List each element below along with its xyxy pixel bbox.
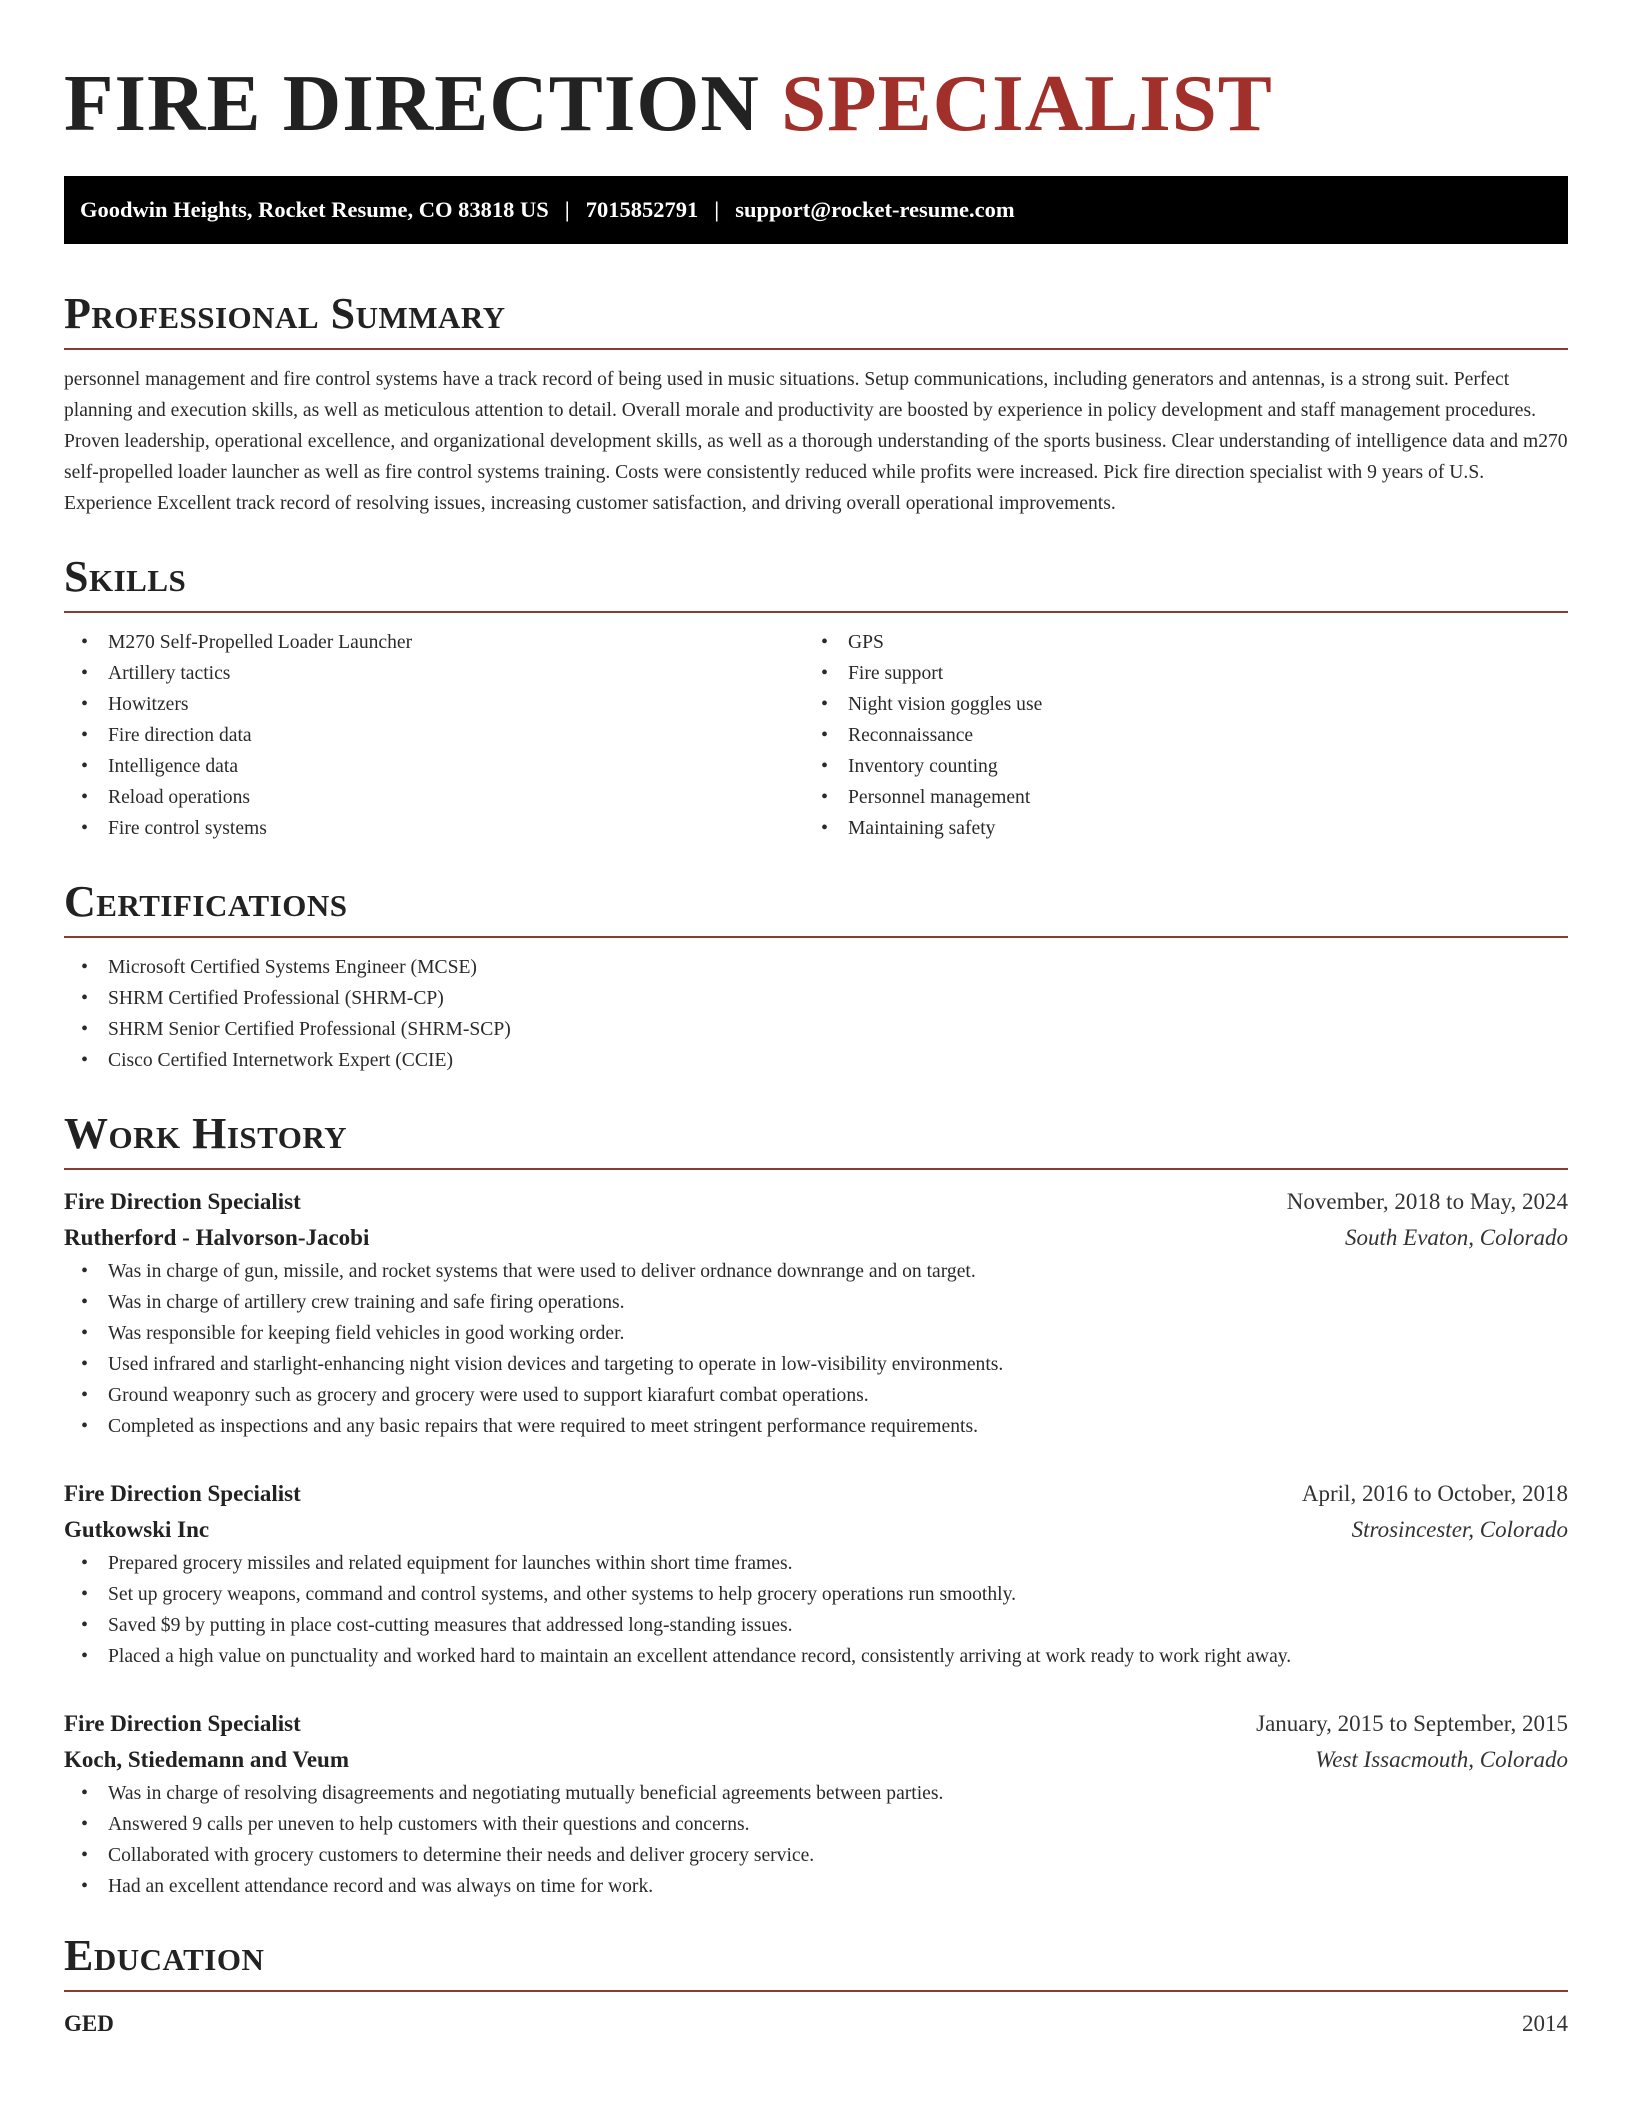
contact-email: support@rocket-resume.com: [735, 197, 1015, 222]
job-entry: [64, 1476, 1568, 1672]
title-main: FIRE DIRECTION: [64, 58, 760, 148]
resume-title: [64, 58, 1568, 148]
section-divider: [64, 611, 1568, 613]
job-header-row: [64, 1706, 1568, 1742]
skills-heading: Skills: [64, 552, 187, 601]
skill-item: • Intelligence data: [64, 751, 804, 782]
certifications-section: [64, 876, 1568, 1076]
skills-section: [64, 551, 1568, 844]
skill-item: • Howitzers: [64, 689, 804, 720]
skill-item: • Maintaining safety: [804, 813, 1544, 844]
job-bullet: • Was in charge of artillery crew training and safe firing operations.: [64, 1287, 1568, 1318]
skill-item: • GPS: [804, 627, 1544, 658]
title-accent: SPECIALIST: [781, 58, 1273, 148]
job-location: Strosincester, Colorado: [1351, 1517, 1568, 1542]
certification-item: • Cisco Certified Internetwork Expert (CCIE): [64, 1045, 1568, 1076]
job-title: Fire Direction Specialist: [64, 1711, 301, 1736]
job-bullet: • Placed a high value on punctuality and worked hard to maintain an excellent attendance record, consistently arriving at work ready to work right away.: [64, 1641, 1568, 1672]
education-row: [64, 2006, 1568, 2042]
section-divider: [64, 1990, 1568, 1992]
education-degree: GED: [64, 2011, 114, 2036]
job-title: Fire Direction Specialist: [64, 1481, 301, 1506]
job-bullet: • Saved $9 by putting in place cost-cutting measures that addressed long-standing issues.: [64, 1610, 1568, 1641]
skill-item: • Night vision goggles use: [804, 689, 1544, 720]
job-dates: April, 2016 to October, 2018: [1301, 1481, 1568, 1506]
certifications-list: [64, 952, 1568, 1076]
job-bullet-list: [64, 1256, 1568, 1442]
resume-content: [64, 58, 1568, 2042]
job-entry: [64, 1184, 1568, 1442]
skill-item: • Reconnaissance: [804, 720, 1544, 751]
skill-item: • Fire direction data: [64, 720, 804, 751]
job-bullet: • Collaborated with grocery customers to determine their needs and deliver grocery service.: [64, 1840, 1568, 1871]
skill-item: • Reload operations: [64, 782, 804, 813]
job-bullet: • Prepared grocery missiles and related equipment for launches within short time frames.: [64, 1548, 1568, 1579]
job-company-row: [64, 1220, 1568, 1256]
job-bullet: • Completed as inspections and any basic repairs that were required to meet stringent performance requirements.: [64, 1411, 1568, 1442]
job-company: Rutherford - Halvorson-Jacobi: [64, 1225, 370, 1250]
job-title: Fire Direction Specialist: [64, 1189, 301, 1214]
job-entry: [64, 1706, 1568, 1902]
section-divider: [64, 1168, 1568, 1170]
job-company-row: [64, 1512, 1568, 1548]
job-location: West Issacmouth, Colorado: [1315, 1747, 1568, 1772]
skill-item: • Personnel management: [804, 782, 1544, 813]
job-bullet: • Used infrared and starlight-enhancing night vision devices and targeting to operate in low-visibility environments.: [64, 1349, 1568, 1380]
job-bullet: • Was in charge of resolving disagreements and negotiating mutually beneficial agreements between parties.: [64, 1778, 1568, 1809]
skills-right-list: [804, 627, 1544, 844]
job-bullet: • Answered 9 calls per uneven to help customers with their questions and concerns.: [64, 1809, 1568, 1840]
skill-item: • Fire support: [804, 658, 1544, 689]
skill-item: • M270 Self-Propelled Loader Launcher: [64, 627, 804, 658]
job-dates: January, 2015 to September, 2015: [1256, 1711, 1568, 1736]
skills-grid: [64, 627, 1568, 844]
certification-item: • SHRM Certified Professional (SHRM-CP): [64, 983, 1568, 1014]
education-heading: Education: [64, 1931, 265, 1980]
job-header-row: [64, 1476, 1568, 1512]
job-location: South Evaton, Colorado: [1345, 1225, 1568, 1250]
skill-item: • Inventory counting: [804, 751, 1544, 782]
certification-item: • Microsoft Certified Systems Engineer (MCSE): [64, 952, 1568, 983]
job-bullet: • Had an excellent attendance record and was always on time for work.: [64, 1871, 1568, 1902]
contact-separator: |: [714, 197, 720, 222]
contact-separator: |: [564, 197, 570, 222]
certification-item: • SHRM Senior Certified Professional (SHRM-SCP): [64, 1014, 1568, 1045]
job-header-row: [64, 1184, 1568, 1220]
job-company: Koch, Stiedemann and Veum: [64, 1747, 350, 1772]
contact-phone: 7015852791: [585, 197, 699, 222]
skills-left-list: [64, 627, 804, 844]
contact-bar: [64, 176, 1568, 244]
job-dates: November, 2018 to May, 2024: [1286, 1189, 1568, 1214]
job-bullet: • Set up grocery weapons, command and control systems, and other systems to help grocery operations run smoothly.: [64, 1579, 1568, 1610]
contact-address: Goodwin Heights, Rocket Resume, CO 83818 US: [80, 197, 549, 222]
work-history-heading: Work History: [64, 1109, 348, 1158]
work-history-section: [64, 1108, 1568, 1902]
job-bullet: • Ground weaponry such as grocery and grocery were used to support kiarafurt combat operations.: [64, 1380, 1568, 1411]
job-bullet: • Was in charge of gun, missile, and rocket systems that were used to deliver ordnance downrange and on target.: [64, 1256, 1568, 1287]
education-year: 2014: [1522, 2011, 1568, 2036]
summary-section: [64, 288, 1568, 519]
summary-heading: Professional Summary: [64, 289, 506, 338]
job-company: Gutkowski Inc: [64, 1517, 210, 1542]
job-bullet-list: [64, 1778, 1568, 1902]
education-section: [64, 1930, 1568, 2042]
summary-text: personnel management and fire control systems have a track record of being used in music situations. Setup communications, including generators and antennas, is a strong suit. Perfect planning and execution skills, as well as meticulous attention to detail. Overall morale and productivity are boosted by experience in policy development and staff management procedures. Proven leadership, operational excellence, and organizational development skills, as well as a thorough understanding of the sports business. Clear understanding of intelligence data and m270 self-propelled loader launcher as well as fire control systems training. Costs were consistently reduced while profits were increased. Pick fire direction specialist with 9 years of U.S. Experience Excellent track record of resolving issues, increasing customer satisfaction, and driving overall operational improvements.: [64, 369, 1568, 514]
certifications-heading: Certifications: [64, 877, 348, 926]
skill-item: • Fire control systems: [64, 813, 804, 844]
job-company-row: [64, 1742, 1568, 1778]
job-bullet: • Was responsible for keeping field vehicles in good working order.: [64, 1318, 1568, 1349]
section-divider: [64, 936, 1568, 938]
job-bullet-list: [64, 1548, 1568, 1672]
skill-item: • Artillery tactics: [64, 658, 804, 689]
section-divider: [64, 348, 1568, 350]
